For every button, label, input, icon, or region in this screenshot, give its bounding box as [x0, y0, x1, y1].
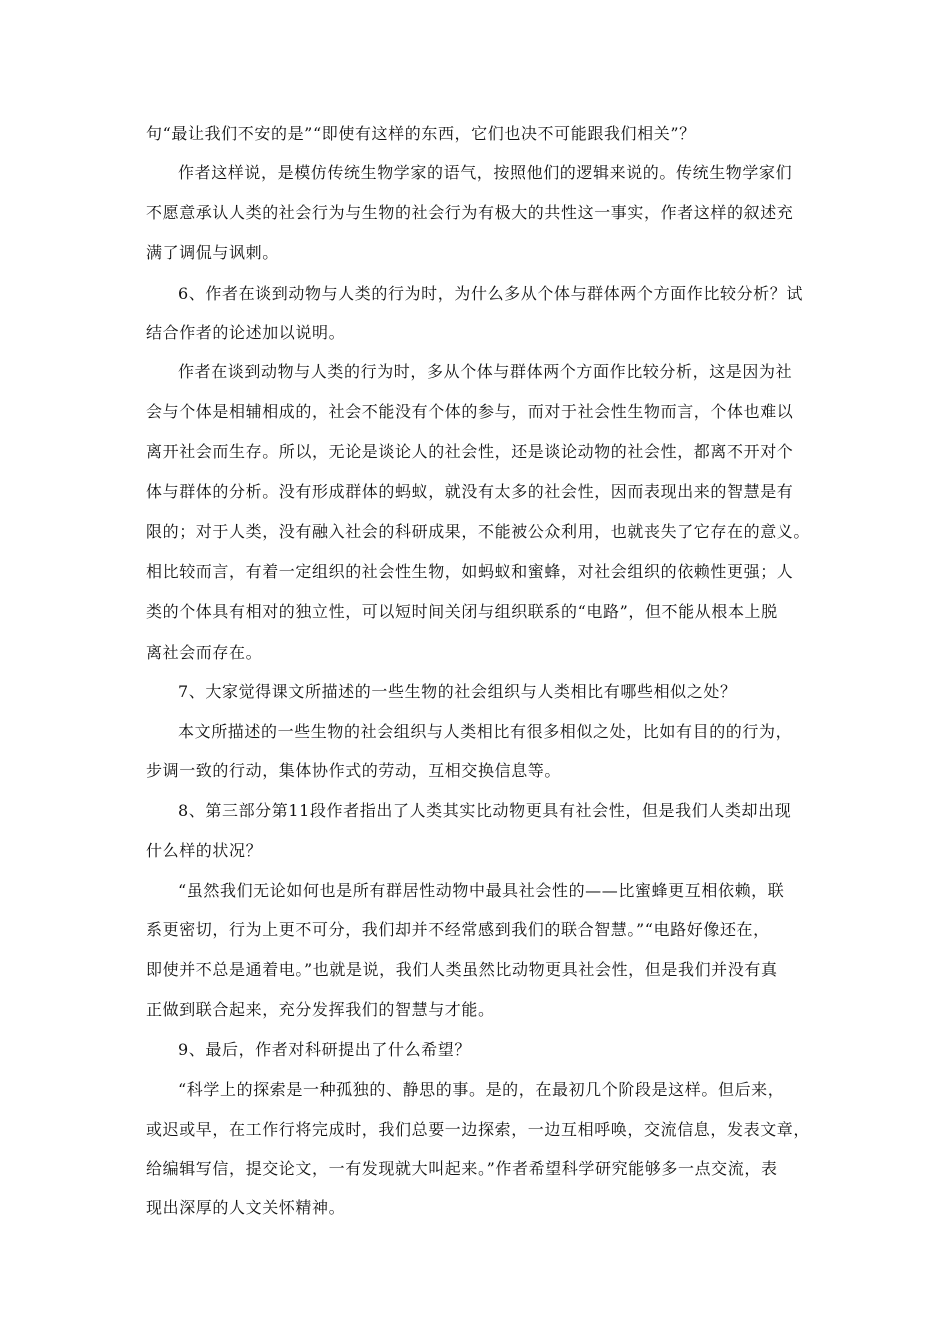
text-line: 离开社会而生存。所以，无论是谈论人的社会性，还是谈论动物的社会性，都离不开对个 [146, 442, 794, 461]
text-line: 现出深厚的人文关怀精神。 [146, 1198, 346, 1217]
text-line: 体与群体的分析。没有形成群体的蚂蚁，就没有太多的社会性，因而表现出来的智慧是有 [146, 482, 794, 501]
question-9: 9、最后，作者对科研提出了什么希望？ [178, 1040, 471, 1059]
text-line: 或迟或早，在工作行将完成时，我们总要一边探索，一边互相呼唤，交流信息，发表文章， [146, 1120, 811, 1139]
text-line: “虽然我们无论如何也是所有群居性动物中最具社会性的——比蜜蜂更互相依赖，联 [178, 881, 785, 900]
text-line: 不愿意承认人类的社会行为与生物的社会行为有极大的共性这一事实，作者这样的叙述充 [146, 203, 794, 222]
text-line: 类的个体具有相对的独立性，可以短时间关闭与组织联系的“电路”，但不能从根本上脱 [146, 602, 778, 621]
question-7: 7、大家觉得课文所描述的一些生物的社会组织与人类相比有哪些相似之处？ [178, 682, 737, 701]
question-8: 8、第三部分第11段作者指出了人类其实比动物更具有社会性，但是我们人类却出现 [178, 801, 792, 820]
question-6: 6、作者在谈到动物与人类的行为时，为什么多从个体与群体两个方面作比较分析？试 [178, 284, 803, 303]
text-line: 本文所描述的一些生物的社会组织与人类相比有很多相似之处，比如有目的的行为， [178, 722, 793, 741]
text-line: 系更密切，行为上更不可分，我们却并不经常感到我们的联合智慧。”“电路好像还在， [146, 920, 770, 939]
text-line: 正做到联合起来，充分发挥我们的智慧与才能。 [146, 1000, 495, 1019]
text-line: 句“最让我们不安的是”“即使有这样的东西，它们也决不可能跟我们相关”？ [146, 124, 696, 143]
text-line: 即使并不总是通着电。”也就是说，我们人类虽然比动物更具社会性，但是我们并没有真 [146, 960, 778, 979]
text-line: 什么样的状况？ [146, 841, 263, 860]
text-line: 给编辑写信，提交论文，一有发现就大叫起来。”作者希望科学研究能够多一点交流，表 [146, 1159, 778, 1178]
text-line: 相比较而言，有着一定组织的社会性生物，如蚂蚁和蜜蜂，对社会组织的依赖性更强；人 [146, 562, 794, 581]
text-line: 离社会而存在。 [146, 643, 263, 662]
text-line: 作者这样说，是模仿传统生物学家的语气，按照他们的逻辑来说的。传统生物学家们 [178, 163, 793, 182]
text-line: 限的；对于人类，没有融入社会的科研成果，不能被公众利用，也就丧失了它存在的意义。 [146, 522, 811, 541]
text-line: 满了调侃与讽刺。 [146, 243, 279, 262]
text-line: 作者在谈到动物与人类的行为时，多从个体与群体两个方面作比较分析，这是因为社 [178, 362, 793, 381]
text-line: 步调一致的行动，集体协作式的劳动，互相交换信息等。 [146, 761, 562, 780]
text-line: “科学上的探索是一种孤独的、静思的事。是的，在最初几个阶段是这样。但后来， [178, 1080, 785, 1099]
text-line: 会与个体是相辅相成的，社会不能没有个体的参与，而对于社会性生物而言，个体也难以 [146, 402, 794, 421]
text-line: 结合作者的论述加以说明。 [146, 323, 346, 342]
